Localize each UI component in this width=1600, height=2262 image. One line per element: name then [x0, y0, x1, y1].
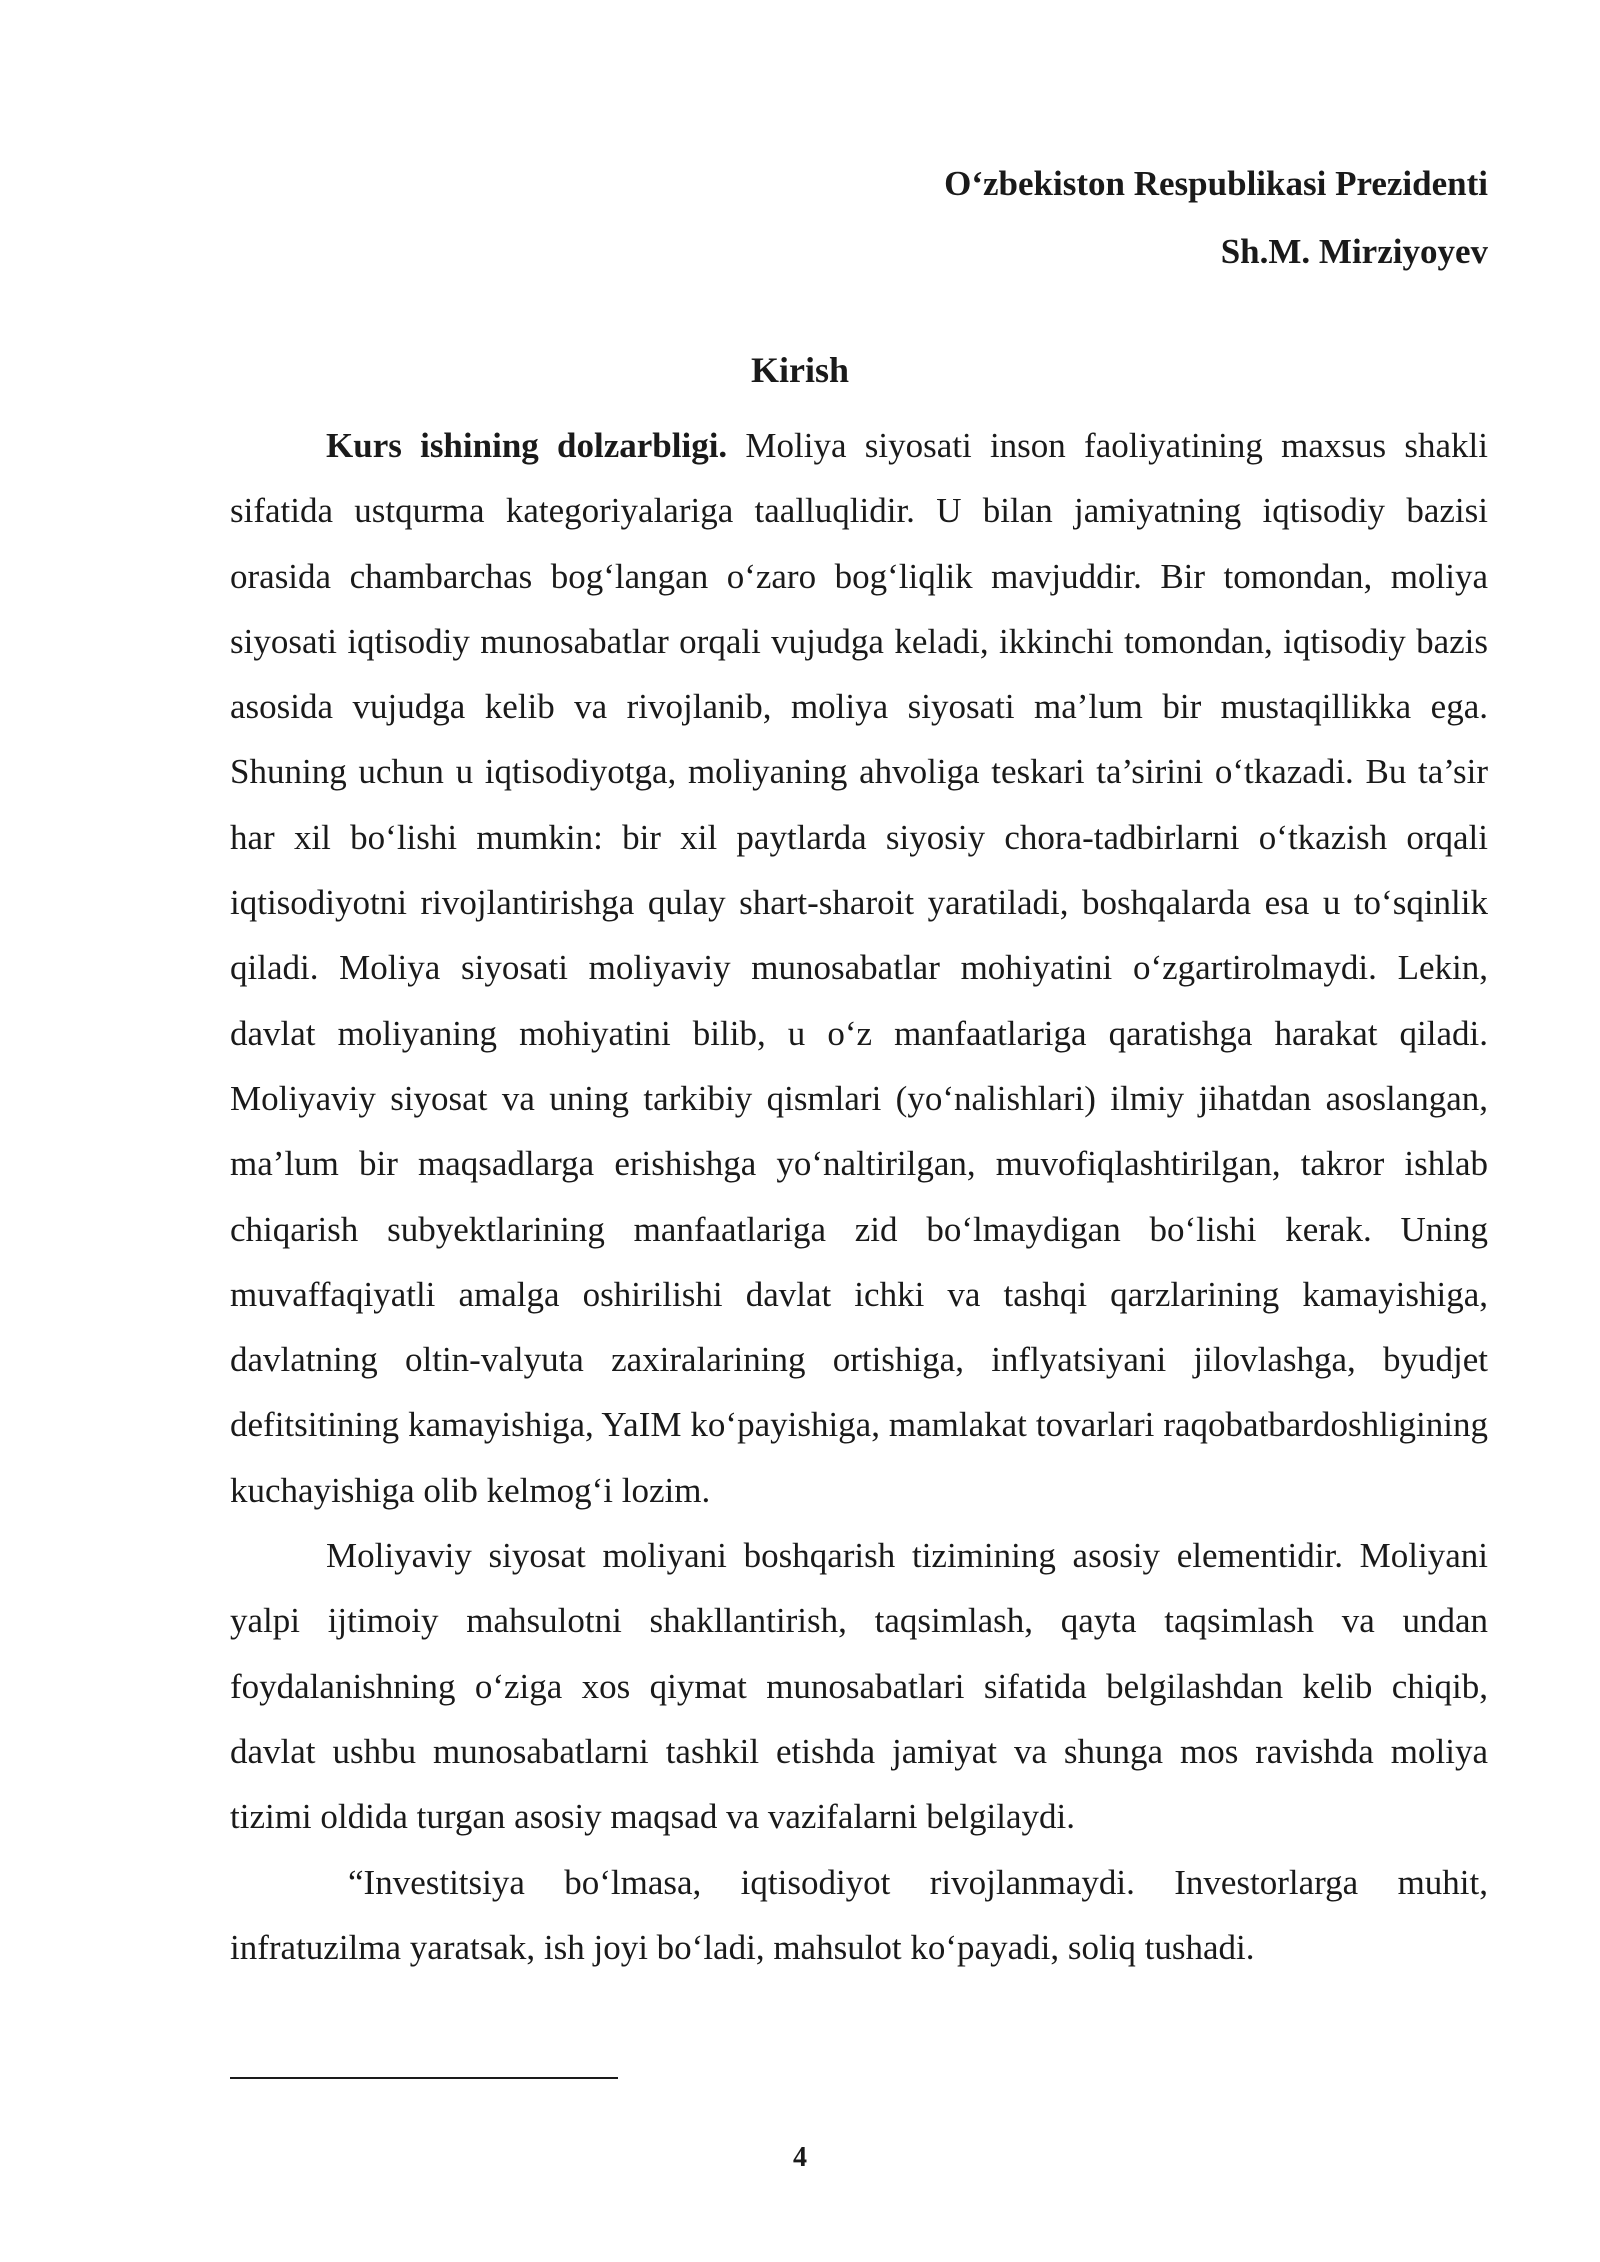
footnote-separator [230, 2077, 618, 2079]
epigraph-attribution [944, 150, 1488, 286]
paragraph-relevance [230, 413, 1488, 1523]
body-text [230, 413, 1488, 1980]
paragraph-financial-policy: Moliyaviy siyosat moliyani boshqarish tizimining asosiy elementidir. Moliyani yalpi ijtimoiy mahsulotni shakllantirish, taqsimlash, qayta taqsimlash va undan foydalanishning o‘ziga xos qiymat munosabatlari sifatida belgilashdan kelib chiqib, davlat ushbu munosabatlarni tashkil etishda jamiyat va shunga mos ravishda moliya tizimi oldida turgan asosiy maqsad va vazifalarni belgilaydi. [230, 1536, 1488, 1837]
paragraph-lead-in: Kurs ishining dolzarbligi. [326, 426, 728, 465]
attribution-author: Sh.M. Mirziyoyev [1220, 232, 1488, 271]
paragraph-quote: “Investitsiya bo‘lmasa, iqtisodiyot rivojlanmaydi. Investorlarga muhit, infratuzilma yaratsak, ish joyi bo‘ladi, mahsulot ko‘payadi, soliq tushadi. [230, 1862, 1488, 1967]
page-number: 4 [793, 2142, 807, 2173]
section-heading: Kirish [750, 350, 849, 390]
paragraph-text: Moliya siyosati inson faoliyatining maxsus shakli sifatida ustqurma kategoriyalariga taalluqlidir. U bilan jamiyatning iqtisodiy bazisi orasida chambarchas bog‘langan o‘zaro bog‘liqlik mavjuddir. Bir tomondan, moliya siyosati iqtisodiy munosabatlar orqali vujudga keladi, ikkinchi tomondan, iqtisodiy bazis asosida vujudga kelib va rivojlanib, moliya siyosati ma’lum bir mustaqillikka ega. Shuning uchun u iqtisodiyotga, moliyaning ahvoliga teskari ta’sirini o‘tkazadi. Bu ta’sir har xil bo‘lishi mumkin: bir xil paytlarda siyosiy chora-tadbirlarni o‘tkazish orqali iqtisodiyotni rivojlantirishga qulay shart-sharoit yaratiladi, boshqalarda esa u to‘sqinlik qiladi. Moliya siyosati moliyaviy munosabatlar mohiyatini o‘zgartirolmaydi. Lekin, davlat moliyaning mohiyatini bilib, u o‘z manfaatlariga qaratishga harakat qiladi. Moliyaviy siyosat va uning tarkibiy qismlari (yo‘nalishlari) ilmiy jihatdan asoslangan, ma’lum bir maqsadlarga erishishga yo‘naltirilgan, muvofiqlashtirilgan, takror ishlab chiqarish subyektlarining manfaatlariga zid bo‘lmaydigan bo‘lishi kerak. Uning muvaffaqiyatli amalga oshirilishi davlat ichki va tashqi qarzlarining kamayishiga, davlatning oltin-valyuta zaxiralarining ortishiga, inflyatsiyani jilovlashga, byudjet defitsitining kamayishiga, YaIM ko‘payishiga, mamlakat tovarlari raqobatbardoshligining kuchayishiga olib kelmog‘i lozim. [230, 426, 1488, 1510]
attribution-title: O‘zbekiston Respublikasi Prezidenti [944, 164, 1488, 203]
